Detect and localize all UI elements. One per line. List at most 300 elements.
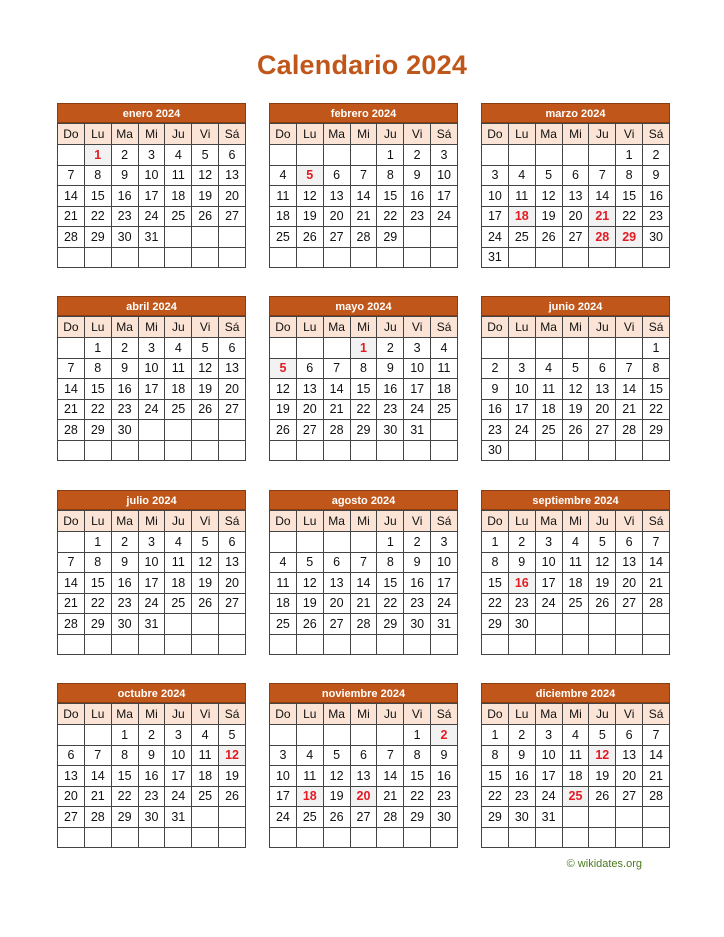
day-cell: 17 — [270, 786, 297, 807]
day-cell: 19 — [192, 379, 219, 400]
week-row — [482, 593, 670, 614]
day-cell: 2 — [643, 145, 670, 166]
empty-day-cell — [296, 827, 323, 848]
day-cell: 30 — [111, 420, 138, 441]
day-cell: 18 — [192, 766, 219, 787]
empty-day-cell — [562, 807, 589, 828]
empty-day-cell — [58, 440, 85, 461]
day-cell: 6 — [323, 552, 350, 573]
day-cell: 24 — [535, 786, 562, 807]
empty-day-cell — [508, 827, 535, 848]
day-cell: 10 — [535, 745, 562, 766]
weekday-label: Ju — [377, 511, 404, 532]
day-cell: 11 — [165, 358, 192, 379]
day-cell: 31 — [165, 807, 192, 828]
week-row — [270, 440, 458, 461]
weekday-label: Sá — [431, 317, 458, 338]
week-row — [270, 247, 458, 268]
day-cell: 17 — [404, 379, 431, 400]
week-row — [270, 552, 458, 573]
day-cell: 23 — [508, 593, 535, 614]
week-row — [482, 420, 670, 441]
day-cell: 2 — [111, 338, 138, 359]
month-grid — [481, 123, 670, 268]
empty-day-cell — [296, 532, 323, 553]
day-cell: 15 — [377, 573, 404, 594]
empty-day-cell — [84, 247, 111, 268]
week-row — [270, 379, 458, 400]
day-cell: 21 — [643, 766, 670, 787]
weekday-label: Lu — [508, 124, 535, 145]
day-cell: 30 — [377, 420, 404, 441]
empty-day-cell — [562, 440, 589, 461]
day-cell: 23 — [111, 593, 138, 614]
empty-day-cell — [404, 247, 431, 268]
week-row — [58, 440, 246, 461]
empty-day-cell — [562, 827, 589, 848]
day-cell: 27 — [219, 593, 246, 614]
day-cell: 18 — [165, 379, 192, 400]
empty-day-cell — [192, 614, 219, 635]
weekday-label: Ju — [377, 317, 404, 338]
day-cell: 4 — [192, 725, 219, 746]
day-cell: 1 — [84, 338, 111, 359]
week-row — [58, 552, 246, 573]
holiday-day-cell: 29 — [616, 227, 643, 248]
week-row — [270, 420, 458, 441]
day-cell: 15 — [482, 766, 509, 787]
day-cell: 8 — [643, 358, 670, 379]
day-cell: 1 — [482, 532, 509, 553]
weekday-label: Mi — [562, 704, 589, 725]
day-cell: 11 — [192, 745, 219, 766]
holiday-day-cell: 25 — [562, 786, 589, 807]
empty-day-cell — [219, 247, 246, 268]
day-cell: 13 — [296, 379, 323, 400]
day-cell: 8 — [404, 745, 431, 766]
day-cell: 22 — [377, 593, 404, 614]
day-cell: 1 — [643, 338, 670, 359]
day-cell: 17 — [508, 399, 535, 420]
week-row — [482, 206, 670, 227]
empty-day-cell — [616, 440, 643, 461]
day-cell: 3 — [431, 532, 458, 553]
page-title: Calendario 2024 — [256, 50, 468, 80]
day-cell: 13 — [219, 358, 246, 379]
empty-day-cell — [431, 440, 458, 461]
holiday-day-cell: 21 — [589, 206, 616, 227]
week-row — [270, 827, 458, 848]
week-row — [482, 227, 670, 248]
month-block — [57, 683, 246, 848]
empty-day-cell — [616, 827, 643, 848]
day-cell: 1 — [111, 725, 138, 746]
empty-day-cell — [219, 420, 246, 441]
day-cell: 29 — [84, 420, 111, 441]
empty-day-cell — [508, 440, 535, 461]
empty-day-cell — [377, 725, 404, 746]
weekday-label: Mi — [350, 511, 377, 532]
weekday-label: Ma — [323, 124, 350, 145]
month-block — [481, 296, 670, 461]
month-grid — [269, 316, 458, 461]
day-cell: 2 — [482, 358, 509, 379]
day-cell: 13 — [323, 186, 350, 207]
weekday-label: Mi — [138, 317, 165, 338]
day-cell: 7 — [58, 165, 85, 186]
empty-day-cell — [643, 247, 670, 268]
month-grid — [57, 703, 246, 848]
day-cell: 20 — [58, 786, 85, 807]
weekday-label: Do — [58, 704, 85, 725]
day-cell: 25 — [192, 786, 219, 807]
empty-day-cell — [482, 145, 509, 166]
weekday-header-row — [482, 124, 670, 145]
day-cell: 19 — [323, 786, 350, 807]
month-title: diciembre 2024 — [481, 683, 670, 703]
month-block — [269, 683, 458, 848]
holiday-day-cell: 20 — [350, 786, 377, 807]
day-cell: 21 — [377, 786, 404, 807]
weekday-label: Lu — [296, 704, 323, 725]
day-cell: 9 — [111, 358, 138, 379]
day-cell: 11 — [296, 766, 323, 787]
day-cell: 19 — [270, 399, 297, 420]
week-row — [58, 634, 246, 655]
month-grid — [269, 703, 458, 848]
empty-day-cell — [589, 145, 616, 166]
day-cell: 13 — [616, 552, 643, 573]
empty-day-cell — [192, 227, 219, 248]
empty-day-cell — [84, 725, 111, 746]
weekday-header-row — [482, 317, 670, 338]
day-cell: 9 — [404, 165, 431, 186]
month-title: mayo 2024 — [269, 296, 458, 316]
day-cell: 24 — [270, 807, 297, 828]
weekday-label: Do — [270, 511, 297, 532]
day-cell: 7 — [350, 552, 377, 573]
weekday-label: Vi — [192, 511, 219, 532]
day-cell: 20 — [219, 379, 246, 400]
day-cell: 25 — [270, 614, 297, 635]
empty-day-cell — [377, 634, 404, 655]
weekday-label: Vi — [616, 317, 643, 338]
day-cell: 31 — [535, 807, 562, 828]
day-cell: 1 — [377, 532, 404, 553]
empty-day-cell — [270, 634, 297, 655]
weekday-label: Ju — [589, 704, 616, 725]
empty-day-cell — [270, 338, 297, 359]
day-cell: 24 — [138, 593, 165, 614]
day-cell: 6 — [58, 745, 85, 766]
empty-day-cell — [58, 247, 85, 268]
day-cell: 16 — [482, 399, 509, 420]
weekday-label: Ma — [535, 511, 562, 532]
day-cell: 25 — [270, 227, 297, 248]
empty-day-cell — [616, 247, 643, 268]
weekday-label: Do — [482, 511, 509, 532]
day-cell: 20 — [562, 206, 589, 227]
day-cell: 28 — [58, 420, 85, 441]
week-row — [58, 206, 246, 227]
day-cell: 16 — [643, 186, 670, 207]
week-row — [270, 786, 458, 807]
empty-day-cell — [377, 247, 404, 268]
day-cell: 26 — [535, 227, 562, 248]
day-cell: 6 — [296, 358, 323, 379]
empty-day-cell — [192, 634, 219, 655]
day-cell: 31 — [138, 227, 165, 248]
empty-day-cell — [84, 634, 111, 655]
day-cell: 11 — [165, 552, 192, 573]
empty-day-cell — [219, 614, 246, 635]
day-cell: 22 — [482, 786, 509, 807]
weekday-label: Do — [482, 317, 509, 338]
day-cell: 16 — [508, 766, 535, 787]
day-cell: 31 — [138, 614, 165, 635]
empty-day-cell — [165, 420, 192, 441]
day-cell: 22 — [350, 399, 377, 420]
day-cell: 14 — [323, 379, 350, 400]
weekday-header-row — [270, 124, 458, 145]
empty-day-cell — [535, 145, 562, 166]
day-cell: 6 — [562, 165, 589, 186]
weekday-label: Vi — [404, 704, 431, 725]
day-cell: 16 — [377, 379, 404, 400]
empty-day-cell — [562, 247, 589, 268]
week-row — [270, 745, 458, 766]
day-cell: 21 — [58, 206, 85, 227]
empty-day-cell — [431, 227, 458, 248]
day-cell: 20 — [323, 206, 350, 227]
weekday-label: Vi — [616, 704, 643, 725]
empty-day-cell — [270, 440, 297, 461]
day-cell: 14 — [350, 573, 377, 594]
day-cell: 19 — [192, 573, 219, 594]
day-cell: 14 — [58, 573, 85, 594]
week-row — [270, 532, 458, 553]
day-cell: 22 — [111, 786, 138, 807]
day-cell: 17 — [138, 186, 165, 207]
weekday-label: Mi — [138, 511, 165, 532]
day-cell: 27 — [616, 786, 643, 807]
weekday-label: Vi — [404, 511, 431, 532]
day-cell: 20 — [296, 399, 323, 420]
week-row — [270, 573, 458, 594]
weekday-label: Lu — [84, 317, 111, 338]
empty-day-cell — [296, 634, 323, 655]
day-cell: 6 — [589, 358, 616, 379]
weekday-label: Sá — [643, 124, 670, 145]
month-title: abril 2024 — [57, 296, 246, 316]
weekday-label: Ju — [377, 704, 404, 725]
empty-day-cell — [192, 827, 219, 848]
day-cell: 28 — [84, 807, 111, 828]
empty-day-cell — [138, 440, 165, 461]
day-cell: 12 — [589, 552, 616, 573]
day-cell: 22 — [84, 206, 111, 227]
weekday-label: Ju — [165, 124, 192, 145]
weekday-label: Ju — [589, 317, 616, 338]
week-row — [58, 420, 246, 441]
day-cell: 8 — [84, 358, 111, 379]
month-grid — [57, 316, 246, 461]
month-title: noviembre 2024 — [269, 683, 458, 703]
day-cell: 15 — [482, 573, 509, 594]
holiday-day-cell: 12 — [589, 745, 616, 766]
empty-day-cell — [270, 827, 297, 848]
day-cell: 21 — [616, 399, 643, 420]
day-cell: 15 — [84, 186, 111, 207]
empty-day-cell — [84, 440, 111, 461]
day-cell: 20 — [219, 186, 246, 207]
weekday-label: Ma — [323, 704, 350, 725]
weekday-label: Mi — [350, 124, 377, 145]
day-cell: 29 — [643, 420, 670, 441]
day-cell: 10 — [138, 358, 165, 379]
empty-day-cell — [562, 338, 589, 359]
day-cell: 3 — [138, 532, 165, 553]
day-cell: 1 — [482, 725, 509, 746]
month-grid — [269, 123, 458, 268]
day-cell: 17 — [165, 766, 192, 787]
day-cell: 3 — [508, 358, 535, 379]
day-cell: 5 — [219, 725, 246, 746]
day-cell: 1 — [404, 725, 431, 746]
month-block — [269, 490, 458, 655]
day-cell: 20 — [323, 593, 350, 614]
empty-day-cell — [219, 827, 246, 848]
day-cell: 26 — [219, 786, 246, 807]
day-cell: 23 — [643, 206, 670, 227]
day-cell: 27 — [589, 420, 616, 441]
day-cell: 6 — [323, 165, 350, 186]
empty-day-cell — [562, 614, 589, 635]
weekday-label: Ju — [165, 317, 192, 338]
day-cell: 26 — [296, 614, 323, 635]
week-row — [58, 827, 246, 848]
weekday-label: Ju — [377, 124, 404, 145]
empty-day-cell — [350, 247, 377, 268]
day-cell: 23 — [377, 399, 404, 420]
week-row — [482, 440, 670, 461]
week-row — [482, 807, 670, 828]
empty-day-cell — [58, 725, 85, 746]
empty-day-cell — [404, 440, 431, 461]
day-cell: 31 — [404, 420, 431, 441]
empty-day-cell — [431, 420, 458, 441]
weekday-label: Lu — [508, 317, 535, 338]
day-cell: 18 — [535, 399, 562, 420]
day-cell: 9 — [508, 745, 535, 766]
day-cell: 6 — [616, 532, 643, 553]
day-cell: 2 — [377, 338, 404, 359]
week-row — [270, 358, 458, 379]
weekday-label: Lu — [508, 511, 535, 532]
weekday-label: Sá — [219, 124, 246, 145]
week-row — [58, 379, 246, 400]
empty-day-cell — [535, 338, 562, 359]
week-row — [482, 186, 670, 207]
day-cell: 8 — [84, 165, 111, 186]
week-row — [482, 725, 670, 746]
week-row — [482, 745, 670, 766]
day-cell: 25 — [562, 593, 589, 614]
day-cell: 23 — [111, 206, 138, 227]
empty-day-cell — [535, 440, 562, 461]
day-cell: 17 — [431, 573, 458, 594]
day-cell: 9 — [508, 552, 535, 573]
day-cell: 23 — [431, 786, 458, 807]
day-cell: 14 — [643, 552, 670, 573]
month-grid — [481, 510, 670, 655]
day-cell: 23 — [111, 399, 138, 420]
empty-day-cell — [431, 827, 458, 848]
day-cell: 16 — [111, 379, 138, 400]
week-row — [270, 399, 458, 420]
day-cell: 10 — [270, 766, 297, 787]
weekday-label: Sá — [643, 704, 670, 725]
month-title: julio 2024 — [57, 490, 246, 510]
week-row — [58, 614, 246, 635]
day-cell: 16 — [111, 573, 138, 594]
holiday-day-cell: 16 — [508, 573, 535, 594]
day-cell: 15 — [377, 186, 404, 207]
day-cell: 18 — [562, 573, 589, 594]
day-cell: 12 — [296, 186, 323, 207]
empty-day-cell — [138, 247, 165, 268]
empty-day-cell — [482, 338, 509, 359]
day-cell: 9 — [138, 745, 165, 766]
empty-day-cell — [219, 634, 246, 655]
weekday-label: Vi — [616, 511, 643, 532]
day-cell: 10 — [535, 552, 562, 573]
day-cell: 1 — [84, 532, 111, 553]
day-cell: 25 — [508, 227, 535, 248]
weekday-label: Lu — [84, 704, 111, 725]
day-cell: 7 — [643, 532, 670, 553]
empty-day-cell — [165, 614, 192, 635]
month-title: junio 2024 — [481, 296, 670, 316]
day-cell: 4 — [535, 358, 562, 379]
day-cell: 7 — [58, 552, 85, 573]
week-row — [270, 593, 458, 614]
empty-day-cell — [323, 440, 350, 461]
empty-day-cell — [350, 725, 377, 746]
day-cell: 6 — [350, 745, 377, 766]
weekday-header-row — [58, 124, 246, 145]
empty-day-cell — [165, 247, 192, 268]
day-cell: 14 — [377, 766, 404, 787]
day-cell: 14 — [58, 186, 85, 207]
day-cell: 21 — [323, 399, 350, 420]
empty-day-cell — [350, 532, 377, 553]
day-cell: 28 — [350, 227, 377, 248]
month-grid — [57, 123, 246, 268]
month-title: octubre 2024 — [57, 683, 246, 703]
day-cell: 19 — [296, 593, 323, 614]
day-cell: 13 — [589, 379, 616, 400]
day-cell: 12 — [192, 552, 219, 573]
weekday-header-row — [58, 704, 246, 725]
day-cell: 29 — [377, 614, 404, 635]
day-cell: 28 — [377, 807, 404, 828]
day-cell: 19 — [562, 399, 589, 420]
day-cell: 26 — [589, 593, 616, 614]
empty-day-cell — [192, 807, 219, 828]
weekday-label: Ma — [111, 124, 138, 145]
weekday-label: Vi — [192, 124, 219, 145]
